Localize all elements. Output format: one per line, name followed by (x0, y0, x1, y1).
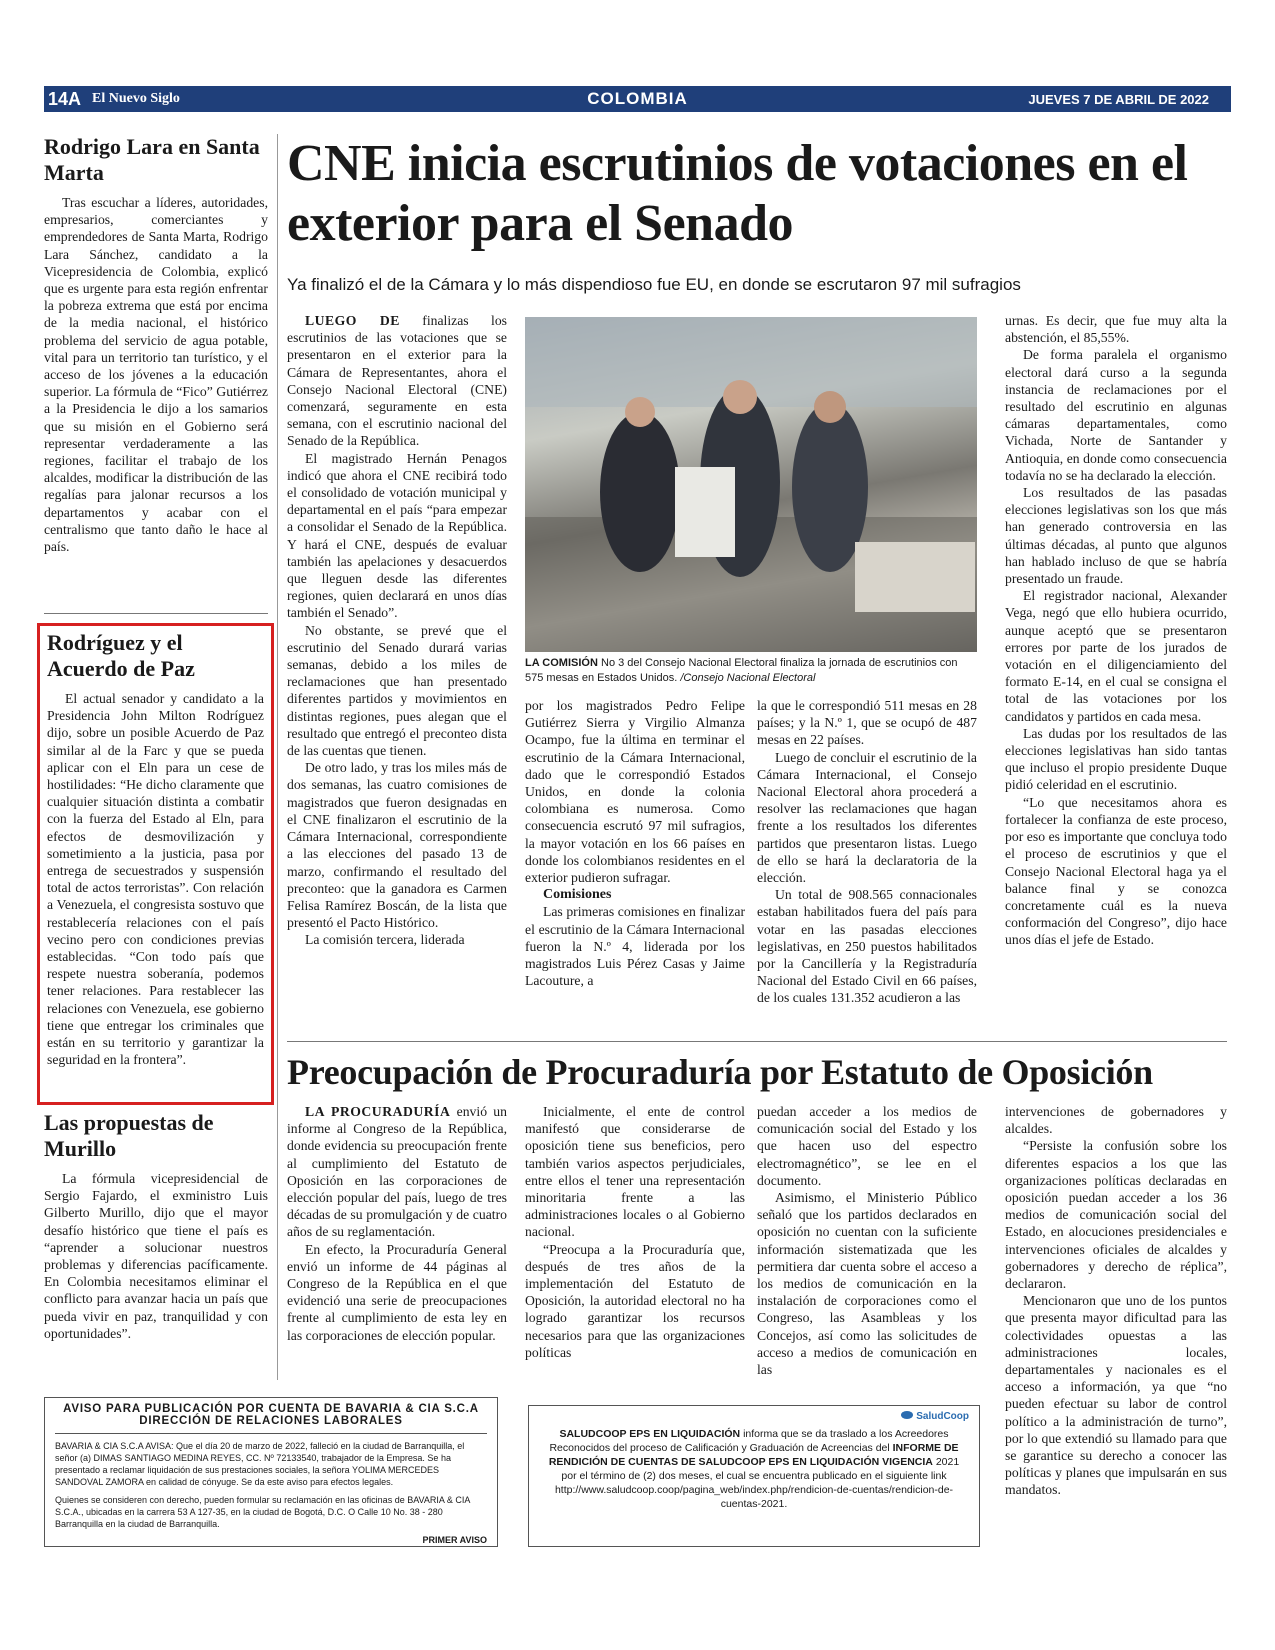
main-column-4: urnas. Es decir, que fue muy alta la abstención, el 85,55%. De forma paralela el organismo electoral dará curso a la segunda instancia de reclamaciones por el resultado del escrutinio en algunas cámaras departamentales, como Vichada, Norte de Santander y Antioquia, en donde como consecuencia todavía no se ha declarado la elección. Los resultados de las pasadas elecciones legislativas son los que más han generado controversia en las últimas décadas, al punto que algunos han hablado incluso de que se habría presentado un fraude. El registrador nacional, Alexander Vega, negó que ello hubiera ocurrido, aunque aceptó que se presentaron errores por parte de los jurados de votación en el diligenciamiento del formato E-14, en el cual se consigna el total de las votaciones por los candidatos y partidos en cada mesa. Las dudas por los resultados de las elecciones legislativas han sido tantas que incluso el propio presidente Duque pidió celeridad en el escrutinio. “Lo que necesitamos ahora es fortalecer la confianza de este proceso, por eso es importante que concluya todo el proceso de escrutinios y que el Consejo Nacional Electoral haga ya el balance final y se conozca concretamente cuál es la nueva conformación del Congreso”, dijo hace unos días el jefe de Estado. (1005, 313, 1227, 948)
second-column-2: Inicialmente, el ente de control manifestó que considerarse de oposición tiene sus beneficios, pero también varios aspectos perjudiciales, entre ellos el tener una representación minoritaria frente a las administraciones locales o al Gobierno nacional. “Preocupa a la Procuraduría que, después de tres años de la implementación del Estatuto de Oposición, la autoridad electoral no ha logrado garantizar los recursos necesarios para que las organizaciones políticas (525, 1104, 745, 1360)
issue-date: JUEVES 7 DE ABRIL DE 2022 (1028, 92, 1209, 107)
brief-body: Tras escuchar a líderes, autoridades, empresarios, comerciantes y emprendedores de Santa Marta, Rodrigo Lara Sánchez, candidato a la Vicepresidencia de Colombia, explicó que es urgente para esta región enfrentar la pobreza extrema que está por encima de la media nacional, el histórico problema del servicio de agua potable, vital para un territorio tan turístico, y el acceso de los jóvenes a la educación superior. La fórmula de “Fico” Gutiérrez a la Presidencia le dijo a los samarios que su misión en el Gobierno será representar verdaderamente a las regiones, facilitar el trabajo de los alcaldes, modificar la distribución de las regalías para jalonar recursos a los departamentos y acabar con el centralismo que tanto daño le hace al país. (44, 195, 268, 555)
main-subheadline: Ya finalizó el de la Cámara y lo más dispendioso fue EU, en donde se escrutaron 97 mil sufragios (287, 275, 1021, 294)
second-column-1: LA PROCURADURÍA envió un informe al Congreso de la República, donde evidencia su preocupación frente al cumplimiento del Estatuto de Oposición en las corporaciones de elección popular del país, luego de tres décadas de su promulgación y de cuatro años de su reglamentación. En efecto, la Procuraduría General envió un informe de 44 páginas al Congreso de la República en el que evidenció una serie de preocupaciones frente al cumplimiento de esta ley en las corporaciones de elección popular. (287, 1104, 507, 1343)
main-column-1: LUEGO DE finalizas los escrutinios de las votaciones que se presentaron en el exterior para la Cámara de Representantes, ahora el Consejo Nacional Electoral (CNE) comenzará, seguramente en esta semana, con el escrutinio nacional del Senado de la República. El magistrado Hernán Penagos indicó que ahora el CNE recibirá todo el consolidado de votación municipal y departamental en el país “para empezar a consolidar el Senado de la República. Y hará el CNE, después de evaluar también las apelaciones y desacuerdos que lleguen desde las diferentes regiones, quien declarará en unos días también el Senado”. No obstante, se prevé que el escrutinio del Senado durará varias semanas, debido a los miles de reclamaciones que han presentado diferentes partidos y movimientos en distintas regiones, pues alegan que el resultado que entregó el preconteo dista de las cuentas que tienen. De otro lado, y tras los miles más de dos semanas, las cuatro comisiones de magistrados que fueron designadas en el CNE finalizaron el escrutinio de la Cámara Internacional, correspondiente a las elecciones del pasado 13 de marzo, confirmando el resultado del preconteo: que la ganadora es Carmen Felisa Ramírez Boscán, de la lista que presentó el Pacto Histórico. La comisión tercera, liderada (287, 313, 508, 948)
notice-footer: PRIMER AVISO (422, 1535, 487, 1545)
divider (55, 1433, 487, 1434)
lead-in: LA PROCURADURÍA (305, 1104, 451, 1119)
divider (44, 613, 268, 614)
notice-title: AVISO PARA PUBLICACIÓN POR CUENTA DE BAVARIA & CIA S.C.A (63, 1403, 479, 1415)
masthead: El Nuevo Siglo (92, 91, 180, 106)
brief-title: Rodríguez y el Acuerdo de Paz (47, 630, 195, 681)
page-number: 14A (48, 89, 82, 109)
main-column-2: por los magistrados Pedro Felipe Gutiérrez Sierra y Virgilio Almanza Ocampo, fue la última en terminar el escrutinio de la Cámara Internacional, dado que le correspondió Estados Unidos, en donde la colonia colombiana es numerosa. Como consecuencia escrutó 97 mil sufragios, la mayor votación en los 66 países en donde los colombianos residentes en el exterior pudieron sufragar. Comisiones Las primeras comisiones en finalizar el escrutinio de la Cámara Internacional fueron la N.º 4, liderada por los magistrados Luis Pérez Casas y Jaime Lacouture, a (525, 698, 745, 989)
brief-title: Las propuestas de Murillo (44, 1110, 214, 1161)
brief-title: Rodrigo Lara en Santa Marta (44, 134, 260, 185)
second-headline: Preocupación de Procuraduría por Estatuto de Oposición (287, 1052, 1153, 1092)
news-photo (525, 317, 977, 652)
photo-caption: LA COMISIÓN No 3 del Consejo Nacional Electoral finaliza la jornada de escrutinios con 575 mesas en Estados Unidos. /Consejo Nacional Electoral (525, 657, 958, 684)
divider (287, 1041, 1227, 1042)
brief-body: La fórmula vicepresidencial de Sergio Fajardo, el exministro Luis Gilberto Murillo, dijo que el mayor desafío histórico que tiene el país es “aprender a solucionar nuestros problemas y diferencias pacíficamente. En Colombia necesitamos eliminar el conflicto para avanzar hacia un país que pueda vivir en paz, tranquilidad y con oportunidades”. (44, 1171, 268, 1341)
main-headline: CNE inicia escrutinios de votaciones en el exterior para el Senado (287, 135, 1188, 252)
column-separator (277, 134, 278, 1380)
page-header (44, 86, 1231, 112)
section-name: COLOMBIA (587, 89, 688, 108)
second-column-3: puedan acceder a los medios de comunicación social del Estado y los que hacen uso del espectro electromagnético”, se lee en el documento. Asimismo, el Ministerio Público señaló que los partidos declarados en oposición no cuentan con la suficiente información sistematizada que les permitiera dar cuenta sobre el acceso a los medios de comunicación en la instalación de corporaciones como el Congreso, las Asambleas y los Concejos, así como las solicitudes de acceso a medios de comunicación en las (757, 1104, 977, 1378)
highlighted-brief (37, 623, 274, 1105)
main-column-3: la que le correspondió 511 mesas en 28 países; y la N.º 1, que se ocupó de 487 mesas en 22 países. Luego de concluir el escrutinio de la Cámara Internacional, el Consejo Nacional Electoral ahora procederá a resolver las reclamaciones que hagan frente a los resultados los diferentes partidos que presentaron listas. Luego de ello se hará la declaratoria de la elección. Un total de 908.565 connacionales estaban habilitados fuera del país para votar en las pasadas elecciones legislativas, en 250 puestos habilitados por la Cancillería y la Registraduría Nacional del Estado Civil en 66 países, de los cuales 131.352 acudieron a las (757, 698, 977, 1006)
notice-subtitle: DIRECCIÓN DE RELACIONES LABORALES (139, 1415, 403, 1427)
brief-body: El actual senador y candidato a la Presidencia John Milton Rodríguez dijo, sobre un posible Acuerdo de Paz similar al de la Farc y que se pueda aplicar con el Eln para un cese de hostilidades: “He dicho claramente que cualquier situación distinta a combatir con la fuerza del Estado al Eln, para efectos de desmovilización y sometimiento a la justicia, pasa por entrega de secuestrados y suspensión total de actos terroristas”. Con relación a Venezuela, el congresista sostuvo que restablecería relaciones con el país vecino pero con condiciones previas establecidas. “Con todo país que respete nuestra soberanía, podemos tener relaciones. Para restablecer las relaciones con Venezuela, ese gobierno tiene que entregar los criminales que están en su territorio y garantizar la seguridad en la frontera”. (47, 691, 264, 1068)
saludcoop-notice (528, 1405, 980, 1547)
logo-icon (901, 1411, 913, 1419)
saludcoop-logo: SaludCoop (529, 1406, 979, 1423)
section-subhead: Comisiones (543, 887, 612, 903)
lead-in: LUEGO DE (305, 313, 400, 328)
bavaria-notice (44, 1397, 498, 1547)
sidebar-murillo (44, 1110, 268, 1342)
sidebar-lara (44, 134, 268, 555)
second-column-4: intervenciones de gobernadores y alcaldes. “Persiste la confusión sobre los diferentes espacios a los que las organizaciones políticas declaradas en oposición puedan acceder a los 36 medios de comunicación social del Estado, en alocuciones presidenciales e intervenciones oficiales de alcaldes y gobernadores y derecho de réplica”, declararon. Mencionaron que uno de los puntos que presenta mayor dificultad para las colectividades opuestas a las administraciones locales, departamentales y nacionales es el acceso a información, ya que “no pueden efectuar su labor de control político a la administración de turno”, por lo que extendió su llamado para que se garantice su derecho a conocer las políticas y planes que impulsarán en sus mandatos. (1005, 1104, 1227, 1498)
photo-illustration (525, 317, 977, 652)
notice-body: BAVARIA & CIA S.C.A AVISA: Que el día 20 de marzo de 2022, falleció en la ciudad de Barranquilla, el señor (a) DIMAS SANTIAGO MEDINA REYES, CC. Nº 72133540, trabajador de la Empresa. Se ha presentado a reclamar liquidación de sus prestaciones sociales, la señora YOLIMA MERCEDES SANDOVAL ZAMORA en calidad de cónyuge. Se da este aviso para efectos legales. (55, 1441, 465, 1487)
notice-body: Quienes se consideren con derecho, pueden formular su reclamación en las oficinas de BAVARIA & CIA S.C.A., ubicadas en la carrera 53 A 127-35, en la ciudad de Bogotá, D.C. O Calle 10 No. 38 - 280 Barranquilla en la ciudad de Barranquilla. (55, 1495, 470, 1529)
notice-body: SALUDCOOP EPS EN LIQUIDACIÓN informa que se da traslado a los Acreedores Reconocidos del proceso de Calificación y Graduación de Acreencias del INFORME DE RENDICIÓN DE CUENTAS DE SALUDCOOP EPS EN LIQUIDACIÓN VIGENCIA 2021 por el término de (2) dos meses, el cual se encuentra publicado en el siguiente link http://www.saludcoop.coop/pagina_web/index.php/rendicion-de-cuentas/rendicion-de-cuentas-2021. (548, 1428, 960, 1510)
